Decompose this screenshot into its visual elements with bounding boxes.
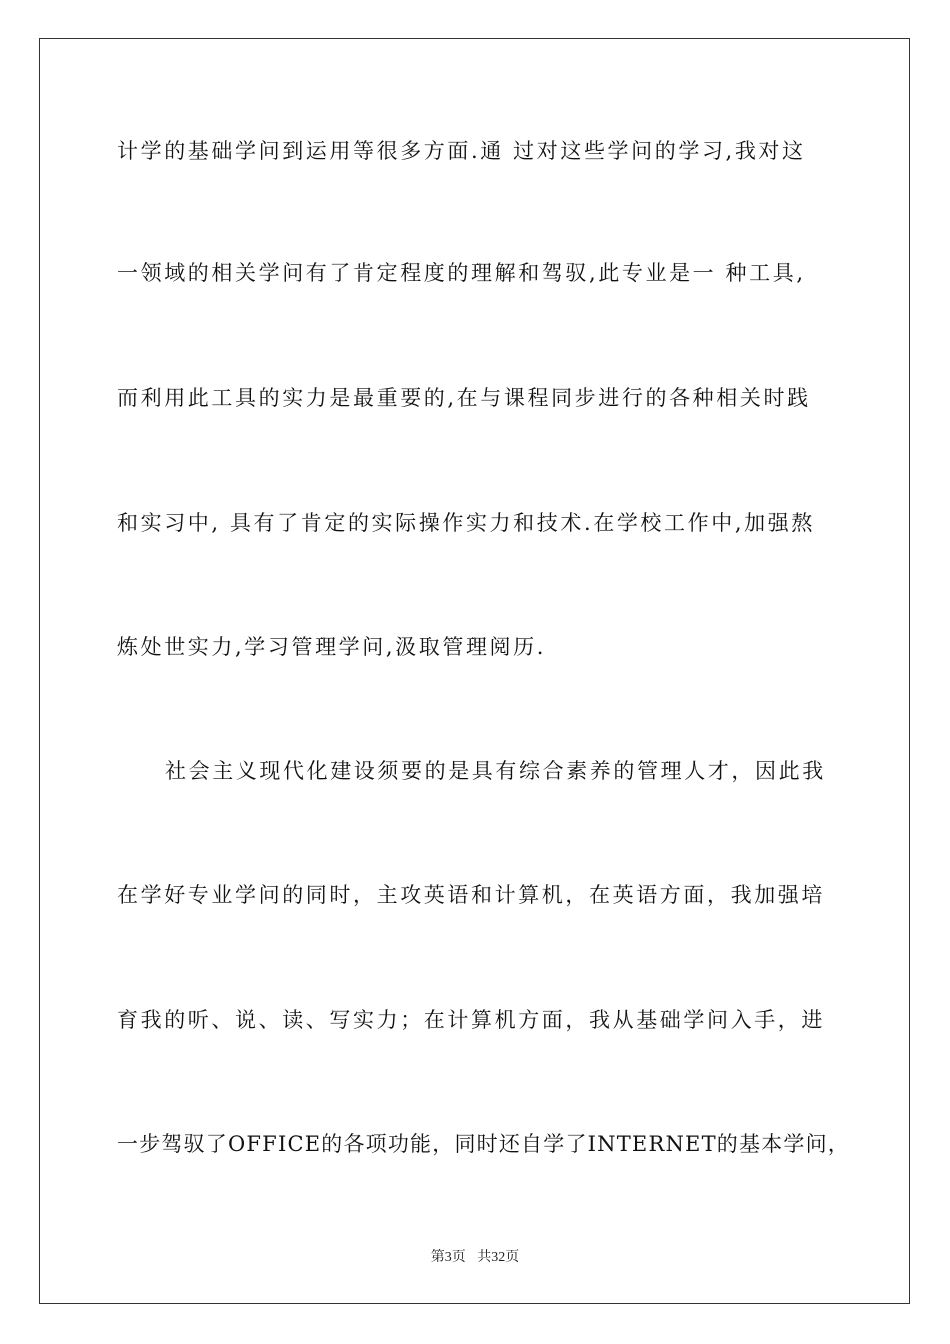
- text-line-4: 和实习中, 具有了肯定的实际操作实力和技术.在学校工作中,加强熬: [117, 511, 815, 535]
- page-number: 第3页: [430, 1250, 466, 1265]
- text-line-1: 计学的基础学问到运用等很多方面.通 过对这些学问的学习,我对这: [117, 139, 806, 163]
- text-line-3: 而利用此工具的实力是最重要的,在与课程同步进行的各种相关时践: [117, 386, 811, 410]
- paragraph-start-line: 社会主义现代化建设须要的是具有综合素养的管理人才，因此我: [165, 759, 826, 783]
- text-line-8: 育我的听、说、读、写实力；在计算机方面，我从基础学问入手，进: [117, 1008, 825, 1032]
- text-line-7: 在学好专业学问的同时，主攻英语和计算机，在英语方面，我加强培: [117, 883, 825, 907]
- text-line-5: 炼处世实力,学习管理学问,汲取管理阅历.: [117, 635, 547, 659]
- page-footer: [0, 1246, 950, 1266]
- text-line-9: 一步驾驭了OFFICE的各项功能，同时还自学了INTERNET的基本学问，: [117, 1132, 850, 1156]
- total-pages: 共32页: [477, 1250, 520, 1265]
- page-border: [39, 38, 910, 1304]
- text-line-2: 一领域的相关学问有了肯定程度的理解和驾驭,此专业是一 种工具,: [117, 261, 806, 285]
